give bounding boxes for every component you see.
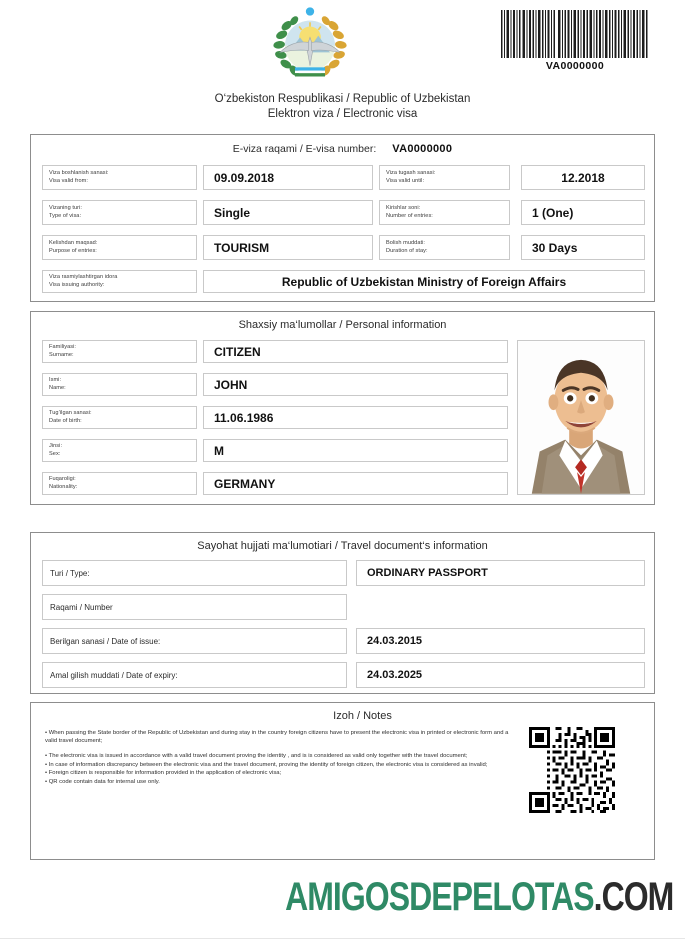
visa-valid-until-value: 12.2018 (561, 170, 605, 185)
label-en: Nationality: (49, 483, 78, 490)
field-value-nationality[interactable] (203, 472, 508, 495)
nationality-value: GERMANY (214, 476, 276, 491)
label-uz: Jinsi: (49, 443, 63, 450)
field-label-issuing-authority (42, 270, 197, 293)
field-value-visa-valid-until[interactable] (521, 165, 645, 190)
label-en: Duration of stay: (386, 247, 428, 254)
visa-details-card (30, 134, 655, 302)
sex-value: M (214, 443, 224, 458)
personal-section-title: Shaxsiy ma‘lumollar / Personal information (238, 319, 447, 331)
surname-value: CITIZEN (214, 344, 261, 359)
field-label-visa-valid-until (379, 165, 510, 190)
field-value-number-of-entries[interactable] (521, 200, 645, 225)
coat-of-arms-uzbekistan-icon (268, 4, 352, 84)
notes-card (30, 702, 655, 860)
label-uz: Viza boshlanish sanasi: (49, 170, 109, 177)
avatar (518, 341, 644, 494)
label-uz: Kirishlar soni: (386, 205, 421, 212)
personal-information-card (30, 311, 655, 505)
field-value-date-of-birth[interactable] (203, 406, 508, 429)
label-en: Surname: (49, 351, 74, 358)
field-value-surname[interactable] (203, 340, 508, 363)
page-bottom-divider (0, 938, 685, 939)
watermark-tld: .COM (593, 875, 673, 919)
note-item: • When passing the State border of the Republic of Uzbekistan and during stay in the country foreign citizens have to present the electronic visa in printed or electronic form and a valid travel document; (45, 730, 509, 745)
qr-code-icon (529, 727, 615, 813)
evisa-number-value: VA0000000 (392, 143, 453, 155)
field-value-date-of-expiry[interactable] (356, 662, 645, 688)
notes-section-title: Izoh / Notes (333, 710, 392, 722)
field-label-visa-valid-from (42, 165, 197, 190)
field-label-name (42, 373, 197, 396)
field-value-document-type[interactable] (356, 560, 645, 586)
label-uz: Viza tugash sanasi: (386, 170, 436, 177)
label-uz: Vizaning turi: (49, 205, 82, 212)
field-value-duration-of-stay[interactable] (521, 235, 645, 260)
purpose-of-entries-value: TOURISM (214, 240, 270, 255)
travel-section-title: Sayohat hujjati ma‘lumotiari / Travel document‘s information (197, 540, 488, 552)
label-uz: Familiyasi: (49, 344, 76, 351)
barcode-image (500, 10, 650, 58)
label-en: Date of birth: (49, 417, 82, 424)
document-number-label: Raqami / Number (50, 602, 113, 612)
duration-of-stay-value: 30 Days (532, 240, 578, 255)
field-label-number-of-entries (379, 200, 510, 225)
barcode-number: VA0000000 (545, 60, 605, 72)
label-en: Visa issuing authority: (49, 281, 105, 288)
document-type-label: Turi / Type: (50, 568, 90, 578)
document-type-value: ORDINARY PASSPORT (367, 567, 488, 579)
travel-document-card (30, 532, 655, 694)
label-en: Sex: (49, 450, 61, 457)
field-value-name[interactable] (203, 373, 508, 396)
date-of-issue-label: Berilgan sanasi / Date of issue: (50, 636, 161, 646)
evisa-number-row (31, 143, 654, 155)
field-label-surname (42, 340, 197, 363)
field-label-purpose-of-entries (42, 235, 197, 260)
title-line-1: O‘zbekiston Respublikasi / Republic of Uzbekistan (214, 93, 471, 105)
watermark-brand: AMIGOSDEPELOTAS (284, 875, 594, 919)
barcode-block (500, 10, 650, 72)
field-value-sex[interactable] (203, 439, 508, 462)
label-en: Visa valid from: (49, 177, 88, 184)
field-label-sex (42, 439, 197, 462)
note-item: • The electronic visa is issued in accordance with a valid travel document proving the identity , and is is considered as valid only together with the travel document; (45, 753, 468, 760)
field-value-type-of-visa[interactable] (203, 200, 373, 225)
label-en: Type of visa: (49, 212, 82, 219)
document-title (0, 92, 685, 121)
type-of-visa-value: Single (214, 205, 251, 220)
notes-list (45, 729, 515, 786)
label-uz: Tug‘ilgan sanasi: (49, 410, 92, 417)
field-label-document-type (42, 560, 347, 586)
label-en: Purpose of entries: (49, 247, 97, 254)
field-label-document-number (42, 594, 347, 620)
site-watermark (285, 876, 673, 918)
label-en: Name: (49, 384, 66, 391)
field-label-date-of-issue (42, 628, 347, 654)
note-item: • QR code contain data for internal use only. (45, 778, 160, 785)
evisa-number-label: E-viza raqami / E-visa number: (232, 143, 377, 155)
field-label-type-of-visa (42, 200, 197, 225)
field-label-date-of-expiry (42, 662, 347, 688)
field-label-nationality (42, 472, 197, 495)
document-header (0, 0, 685, 128)
note-item: • Foreign citizen is responsible for information provided in the application of electronic visa; (45, 770, 282, 777)
label-uz: Ismi: (49, 377, 62, 384)
issuing-authority-value: Republic of Uzbekistan Ministry of Foreign Affairs (281, 274, 567, 289)
name-value: JOHN (214, 377, 248, 392)
visa-valid-from-value: 09.09.2018 (214, 170, 275, 185)
label-uz: Bolish muddati: (386, 240, 425, 247)
title-line-2: Elektron viza / Electronic visa (267, 107, 418, 120)
field-label-duration-of-stay (379, 235, 510, 260)
label-en: Visa valid until: (386, 177, 425, 184)
note-item: • In case of information discrepancy between the electronic visa and the travel document, proving the identity of foreign citizen, the electronic visa is considered as invalid; (45, 761, 488, 768)
field-value-visa-valid-from[interactable] (203, 165, 373, 190)
label-uz: Viza rasmiylashtirgan idora (49, 274, 118, 281)
label-uz: Kelishdan maqsad: (49, 240, 98, 247)
date-of-expiry-label: Amal gilish muddati / Date of expiry: (50, 670, 178, 680)
date-of-issue-value: 24.03.2015 (367, 635, 423, 647)
number-of-entries-value: 1 (One) (532, 205, 574, 220)
field-value-issuing-authority[interactable] (203, 270, 645, 293)
date-of-birth-value: 11.06.1986 (214, 410, 274, 425)
date-of-expiry-value: 24.03.2025 (367, 669, 423, 681)
applicant-photo (517, 340, 645, 495)
field-value-date-of-issue[interactable] (356, 628, 645, 654)
field-value-purpose-of-entries[interactable] (203, 235, 373, 260)
field-label-date-of-birth (42, 406, 197, 429)
label-en: Number of entries: (386, 212, 433, 219)
label-uz: Fuqaroligi: (49, 476, 76, 483)
